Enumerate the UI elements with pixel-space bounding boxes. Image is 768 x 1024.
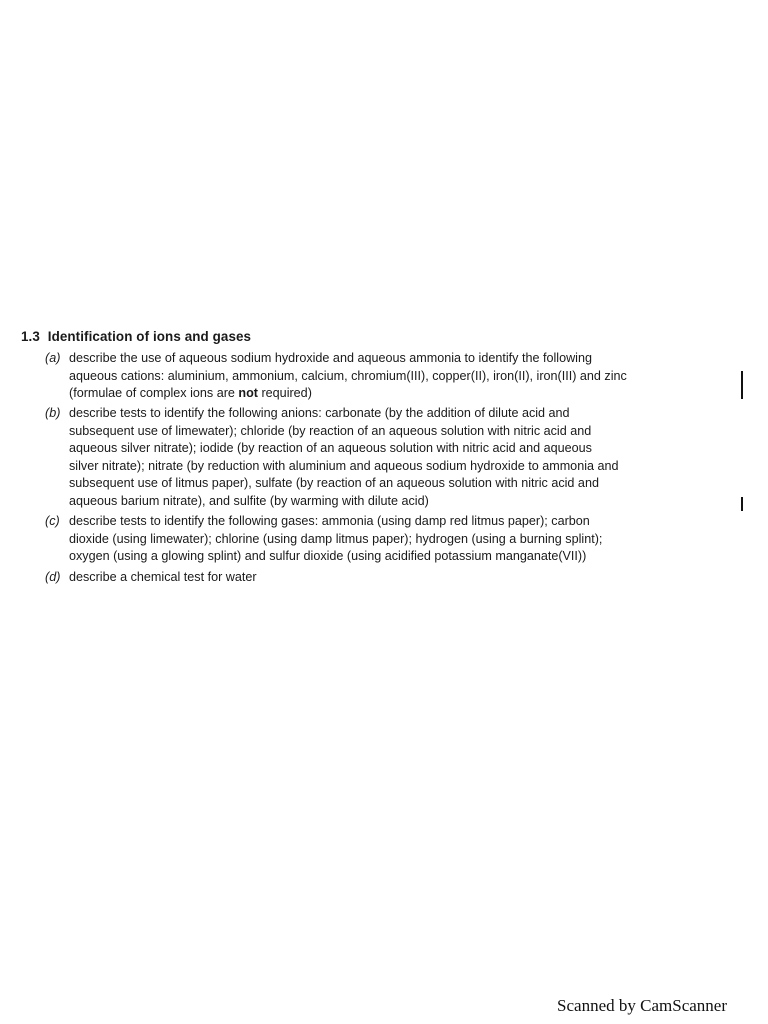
objective-item-d xyxy=(45,569,725,587)
item-line: describe tests to identify the following gases: ammonia (using damp red litmus paper); carbon xyxy=(69,514,590,528)
objective-item-b xyxy=(45,405,725,510)
item-text xyxy=(69,405,725,510)
item-label: (d) xyxy=(45,570,61,584)
item-text xyxy=(69,513,725,566)
objective-item-c xyxy=(45,513,725,566)
item-line: subsequent use of litmus paper), sulfate (by reaction of an aqueous solution with nitric acid and xyxy=(69,476,599,490)
item-line: subsequent use of limewater); chloride (by reaction of an aqueous solution with nitric acid and xyxy=(69,423,592,438)
item-text xyxy=(69,569,725,587)
item-line: describe tests to identify the following anions: carbonate (by the addition of dilute acid and xyxy=(69,406,570,420)
scanner-watermark: Scanned by CamScanner xyxy=(557,996,727,1015)
emphasis-not: not xyxy=(238,386,258,400)
item-line: describe the use of aqueous sodium hydroxide and aqueous ammonia to identify the following xyxy=(69,351,592,365)
item-line: oxygen (using a glowing splint) and sulfur dioxide (using acidified potassium manganate(VII)) xyxy=(69,549,587,563)
item-line: (formulae of complex ions are not required) xyxy=(69,386,312,400)
item-line: describe a chemical test for water xyxy=(69,570,257,584)
section-heading xyxy=(21,329,251,344)
objective-item-a xyxy=(45,350,725,403)
section-number: 1.3 xyxy=(21,329,40,344)
item-line: silver nitrate); nitrate (by reduction with aluminium and aqueous sodium hydroxide to ammonia and xyxy=(69,458,619,473)
item-label: (b) xyxy=(45,406,61,420)
change-bar-marker xyxy=(741,497,743,511)
item-line: aqueous cations: aluminium, ammonium, calcium, chromium(III), copper(II), iron(II), iron(III) and zinc xyxy=(69,368,627,383)
change-bar-marker xyxy=(741,371,743,399)
section-title: Identification of ions and gases xyxy=(47,329,252,344)
item-line: aqueous barium nitrate), and sulfite (by warming with dilute acid) xyxy=(69,493,429,508)
item-text xyxy=(69,350,725,403)
clipped-text-fragment xyxy=(56,308,256,315)
item-line: aqueous silver nitrate); iodide (by reaction of an aqueous solution with nitric acid and aqueous xyxy=(69,441,592,455)
item-line: dioxide (using limewater); chlorine (using damp litmus paper); hydrogen (using a burning splint); xyxy=(69,531,603,546)
item-label: (a) xyxy=(45,351,61,365)
item-label: (c) xyxy=(45,514,60,528)
